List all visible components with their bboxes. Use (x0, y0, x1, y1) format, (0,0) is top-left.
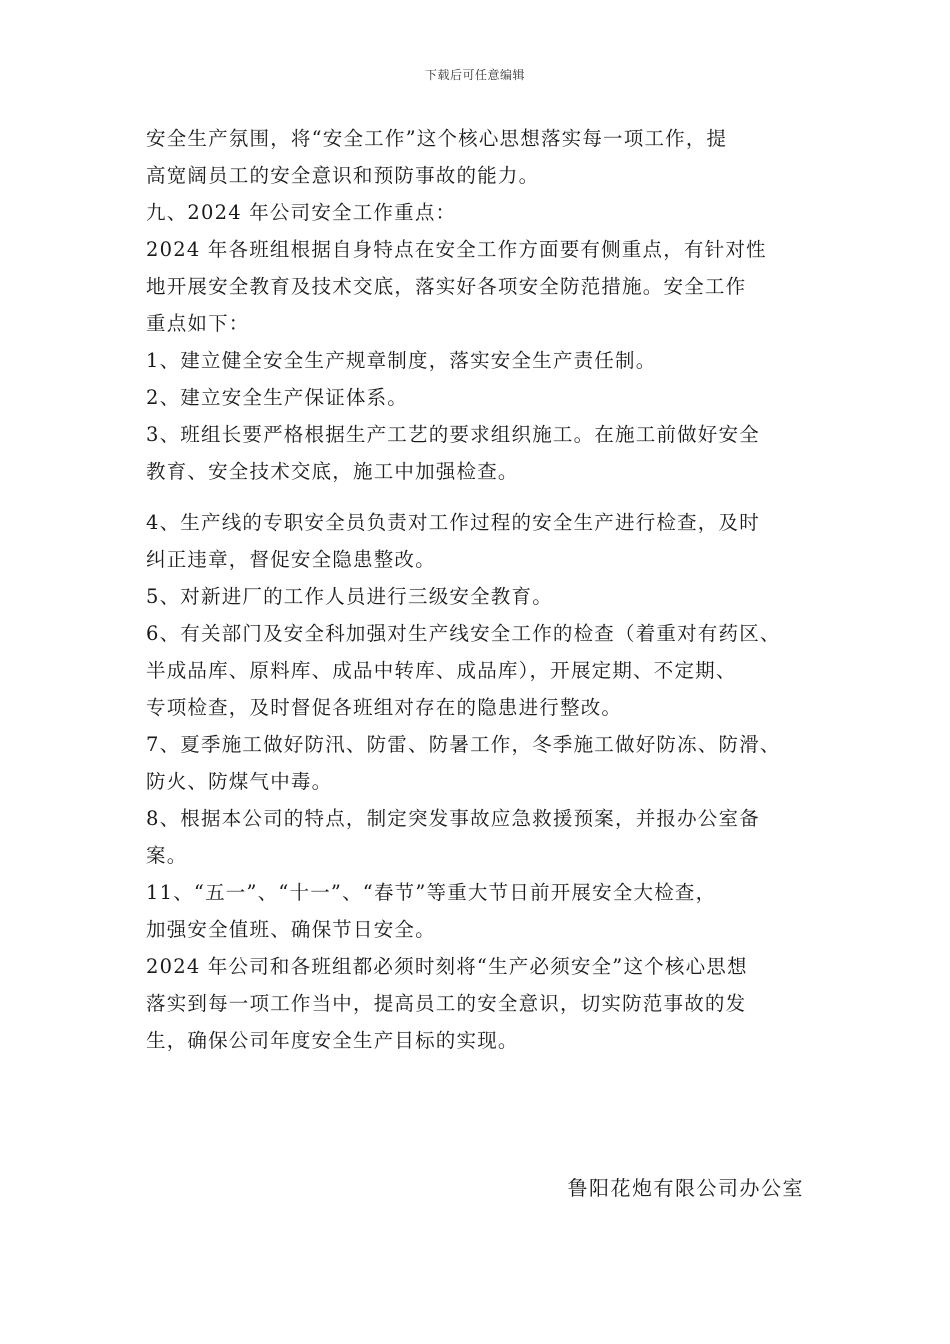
section-heading: 九、2024 年公司安全工作重点： (146, 201, 457, 224)
signature-office: 鲁阳花炮有限公司办公室 (567, 1176, 804, 1200)
text-line: 重点如下： (146, 312, 250, 335)
list-item-continuation: 教育、安全技术交底，施工中加强检查。 (146, 460, 519, 483)
text-line: 高宽阔员工的安全意识和预防事故的能力。 (146, 164, 540, 187)
list-item: 7、夏季施工做好防汛、防雷、防暑工作，冬季施工做好防冻、防滑、 (146, 733, 781, 756)
paragraph-gap (146, 490, 836, 504)
list-item: 6、有关部门及安全科加强对生产线安全工作的检查（着重对有药区、 (146, 622, 781, 645)
list-item-continuation: 半成品库、原料库、成品中转库、成品库），开展定期、不定期、 (146, 659, 737, 682)
text-line: 安全生产氛围，将“安全工作”这个核心思想落实每一项工作，提 (146, 127, 728, 150)
list-item: 3、班组长要严格根据生产工艺的要求组织施工。在施工前做好安全 (146, 423, 760, 446)
list-item: 2、建立安全生产保证体系。 (146, 386, 409, 409)
text-line: 2024 年各班组根据自身特点在安全工作方面要有侧重点，有针对性 (146, 238, 767, 261)
list-item: 4、生产线的专职安全员负责对工作过程的安全生产进行检查，及时 (146, 511, 760, 534)
list-item-continuation: 加强安全值班、确保节日安全。 (146, 918, 436, 941)
page-header-note: 下载后可任意编辑 (424, 68, 525, 82)
list-item-continuation: 案。 (146, 844, 188, 867)
list-item: 1、建立健全安全生产规章制度，落实安全生产责任制。 (146, 349, 657, 372)
text-line: 地开展安全教育及技术交底，落实好各项安全防范措施。安全工作 (146, 275, 747, 298)
list-item: 11、“五一”、“十一”、“春节”等重大节日前开展安全大检查， (146, 881, 717, 904)
text-line: 落实到每一项工作当中，提高员工的安全意识，切实防范事故的发 (146, 992, 747, 1015)
text-line: 2024 年公司和各班组都必须时刻将“生产必须安全”这个核心思想 (146, 955, 748, 978)
list-item-continuation: 防火、防煤气中毒。 (146, 770, 333, 793)
text-line: 生，确保公司年度安全生产目标的实现。 (146, 1029, 519, 1052)
list-item-continuation: 专项检查，及时督促各班组对存在的隐患进行整改。 (146, 696, 623, 719)
list-item: 8、根据本公司的特点，制定突发事故应急救援预案，并报办公室备 (146, 807, 760, 830)
list-item-continuation: 纠正违章，督促安全隐患整改。 (146, 548, 436, 571)
list-item: 5、对新进厂的工作人员进行三级安全教育。 (146, 585, 553, 608)
document-body (146, 120, 836, 1059)
